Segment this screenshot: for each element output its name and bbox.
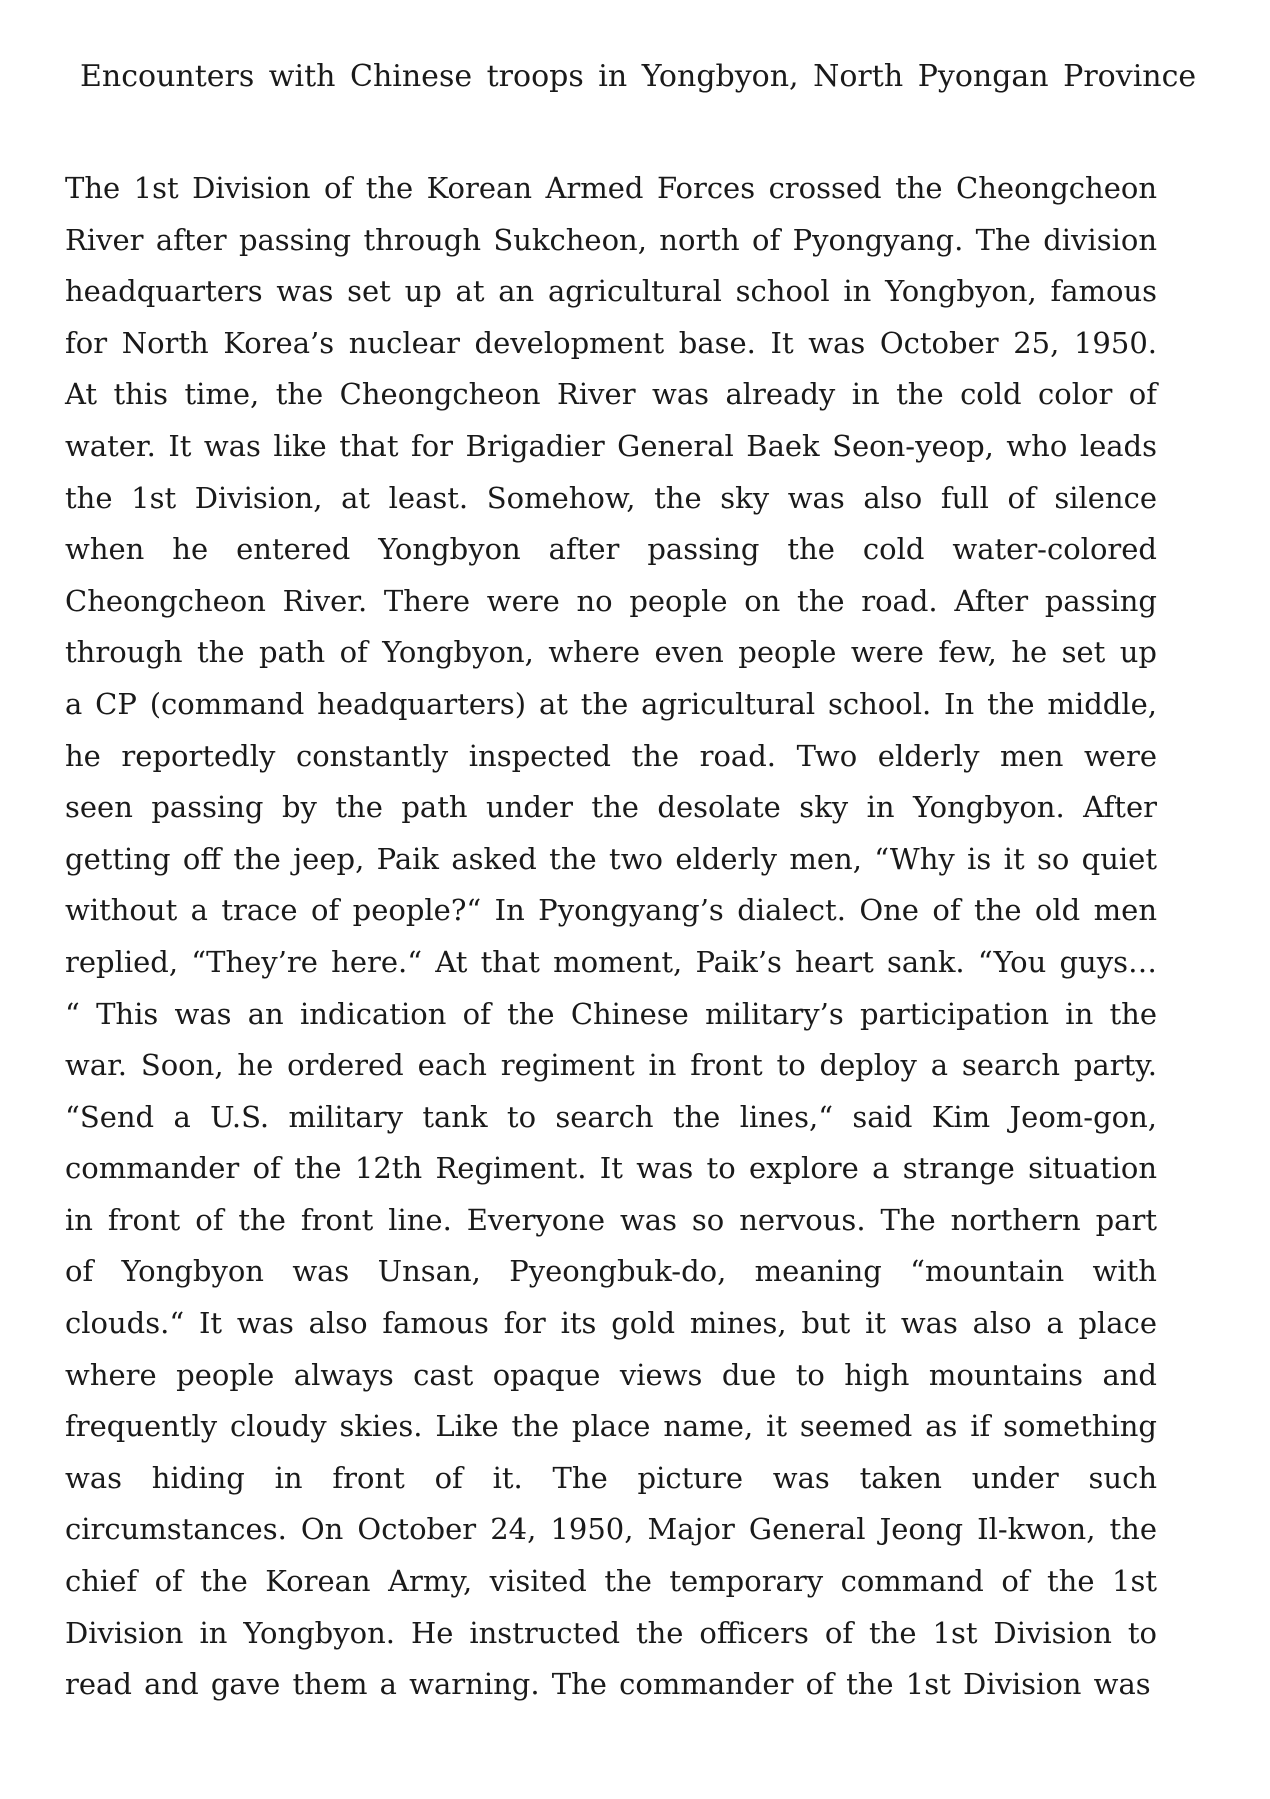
body-paragraph: The 1st Division of the Korean Armed Forces crossed the Cheongcheon River after passing through Sukcheon, north of Pyongyang. The division headquarters was set up at an agricultural school in Yongbyon, famous for North Korea’s nuclear development base. It was October 25, 1950. At this time, the Cheongcheon River was already in the cold color of water. It was like that for Brigadier General Baek Seon-yeop, who leads the 1st Division, at least. Somehow, the sky was also full of silence when he entered Yongbyon after passing the cold water-colored Cheongcheon River. There were no people on the road. After passing through the path of Yongbyon, where even people were few, he set up a CP (command headquarters) at the agricultural school. In the middle, he reportedly constantly inspected the road. Two elderly men were seen passing by the path under the desolate sky in Yongbyon. After getting off the jeep, Paik asked the two elderly men, “Why is it so quiet without a trace of people?“ In Pyongyang’s dialect. One of the old men replied, “They’re here.“ At that moment, Paik’s heart sank. “You guys… “ This was an indication of the Chinese military’s participation in the war. Soon, he ordered each regiment in front to deploy a search party. “Send a U.S. military tank to search the lines,“ said Kim Jeom-gon, commander of the 12th Regiment. It was to explore a strange situation in front of the front line. Everyone was so nervous. The northern part of Yongbyon was Unsan, Pyeongbuk-do, meaning “mountain with clouds.“ It was also famous for its gold mines, but it was also a place where people always cast opaque views due to high mountains and frequently cloudy skies. Like the place name, it seemed as if something was hiding in front of it. The picture was taken under such circumstances. On October 24, 1950, Major General Jeong Il-kwon, the chief of the Korean Army, visited the temporary command of the 1st Division in Yongbyon. He instructed the officers of the 1st Division to read and gave them a warning. The commander of the 1st Division was bbox=[65, 171, 1157, 1702]
document-title: Encounters with Chinese troops in Yongbyon, North Pyongan Province bbox=[80, 59, 1197, 94]
